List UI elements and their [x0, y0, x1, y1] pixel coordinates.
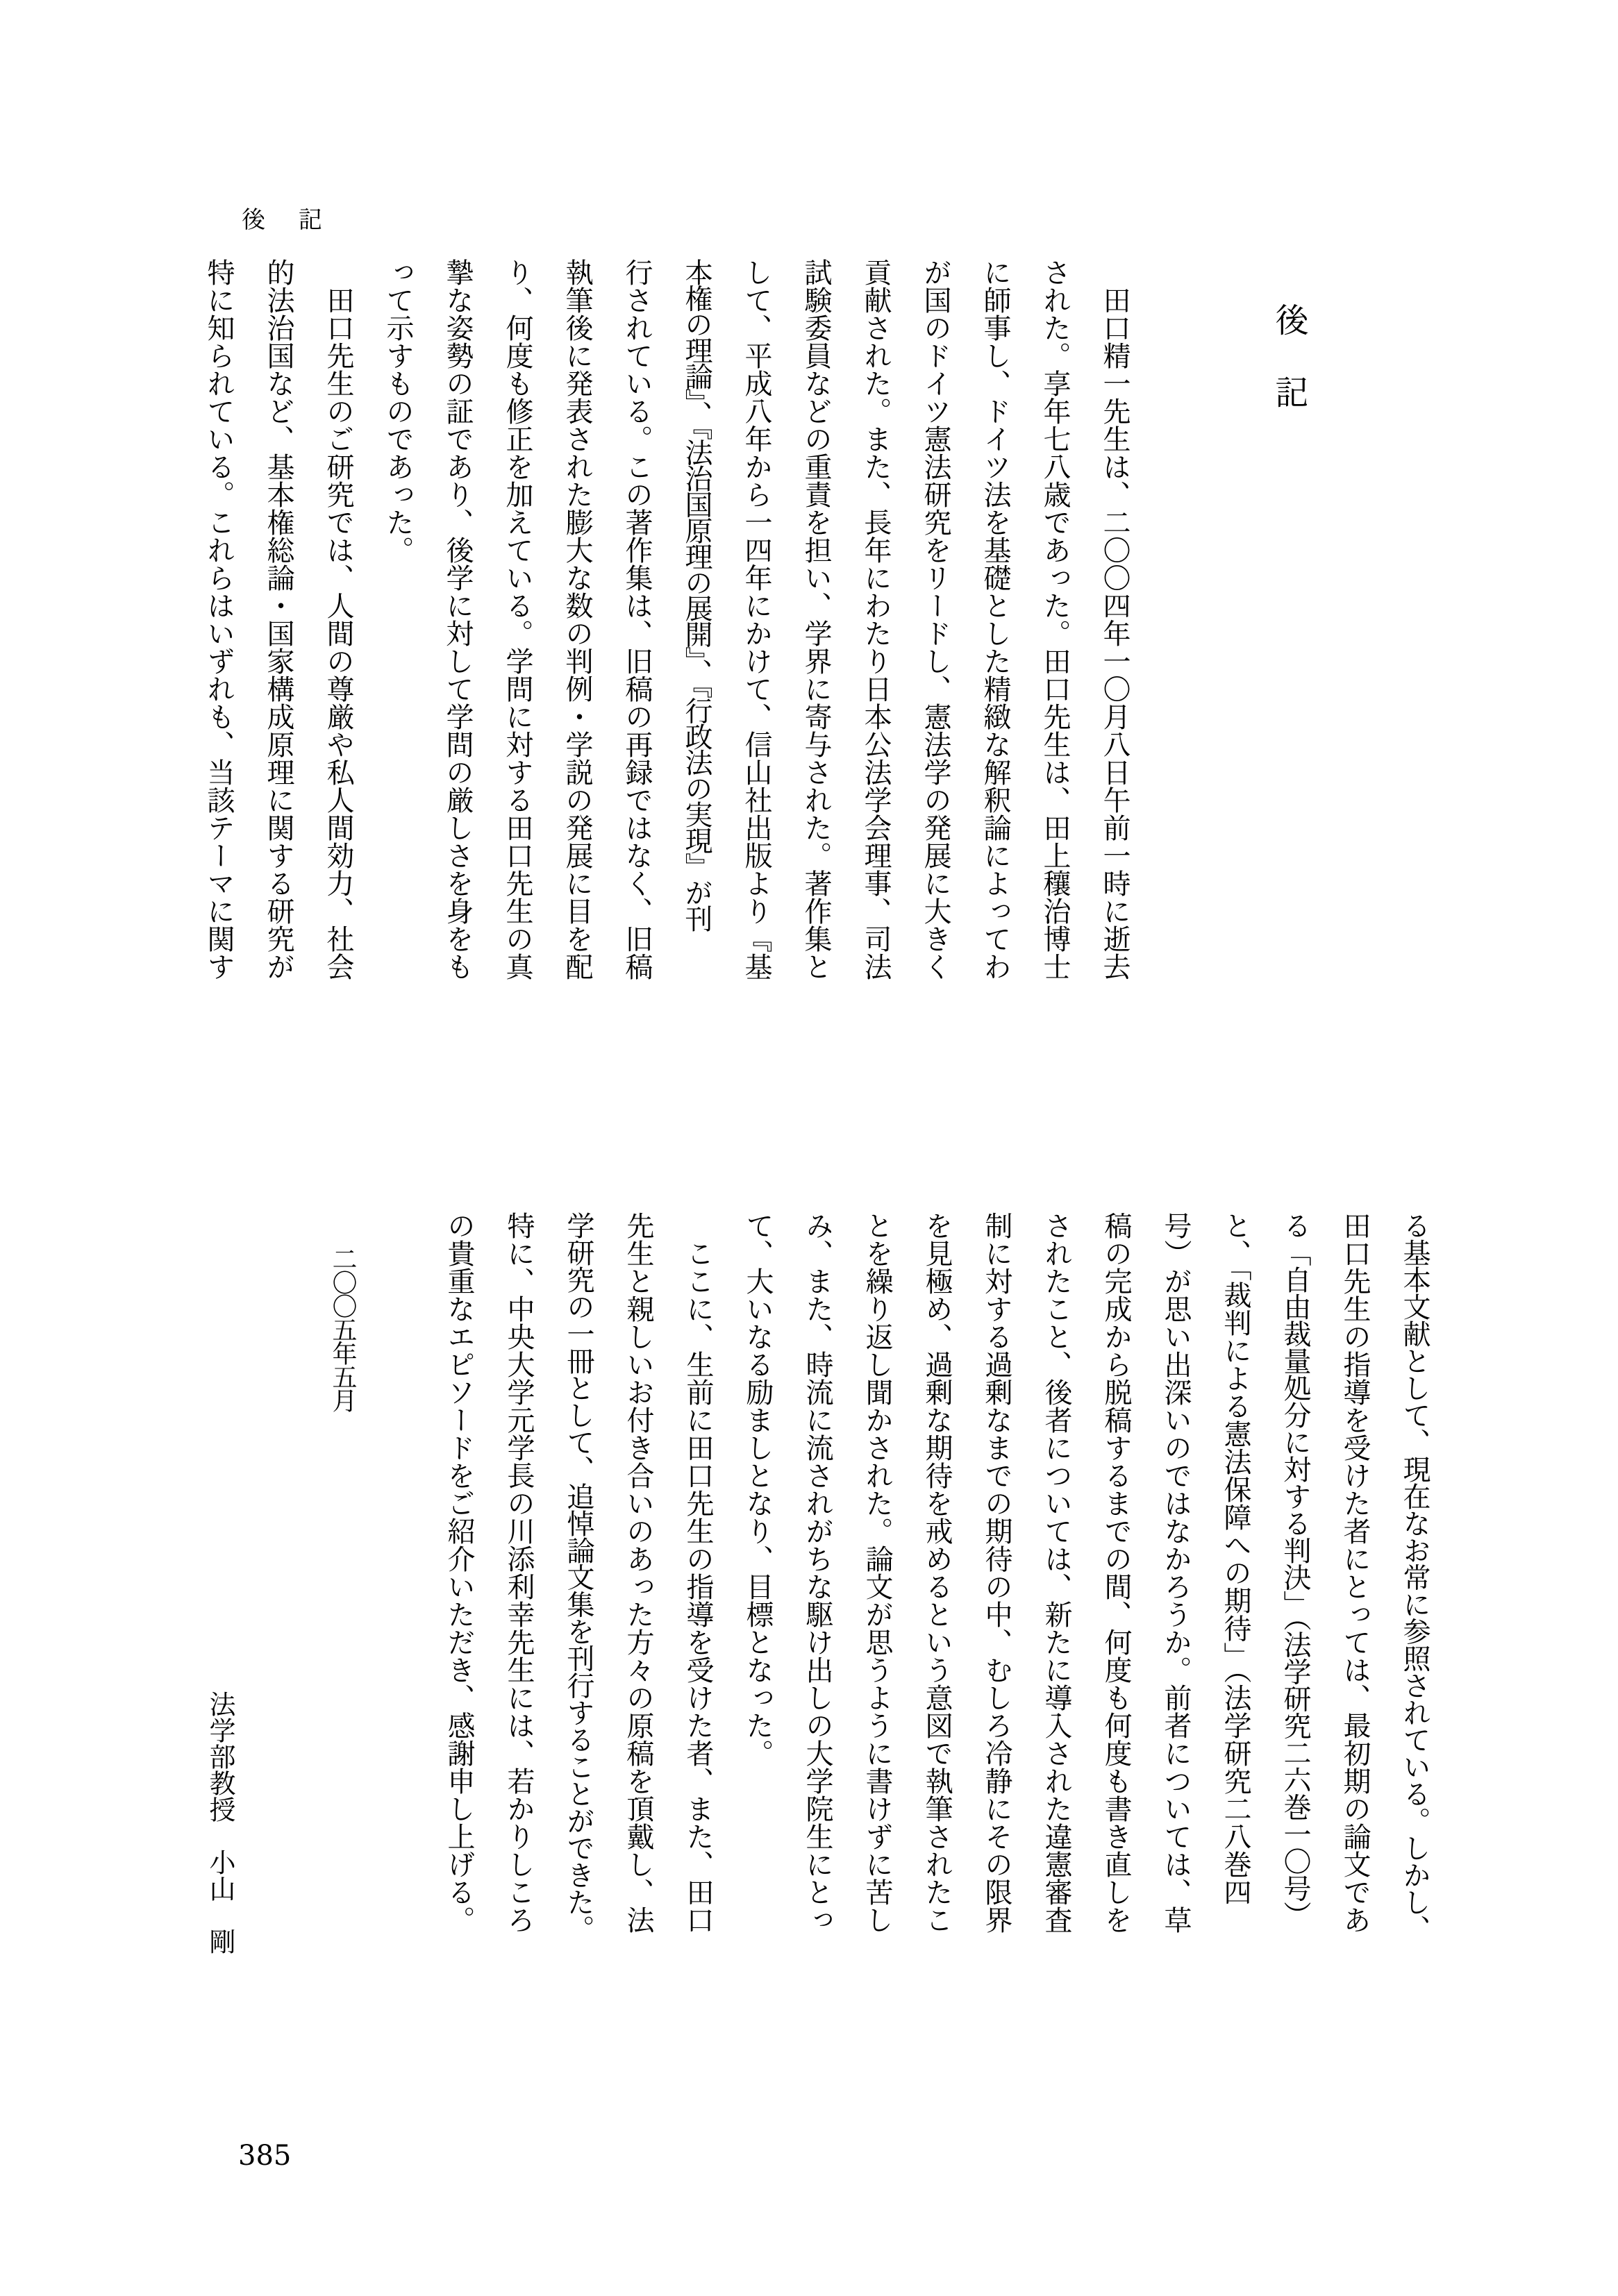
afterword-upper-block: [189, 258, 1144, 986]
upper-text-column-4: が国のドイツ憲法研究をリードし、憲法学の発展に大きく: [919, 258, 951, 980]
lower-text-column-2: 田口先生の指導を受けた者にとっては、最初期の論文であ: [1339, 1212, 1371, 1934]
author-signature: 法学部教授 小山 剛: [205, 1691, 235, 1954]
upper-text-column-14: 田口先生のご研究では、人間の尊厳や私人間効力、社会: [322, 258, 354, 980]
upper-text-column-8: 本権の理論』、『法治国原理の展開』、『行政法の実現』が刊: [681, 258, 712, 931]
upper-text-column-7: して、平成八年から一四年にかけて、信山社出版より『基: [740, 258, 772, 980]
lower-text-column-3: る「自由裁量処分に対する判決」（法学研究二六巻一〇号）: [1279, 1212, 1311, 1929]
lower-text-column-15: 学研究の一冊として、追悼論文集を刊行することができた。: [562, 1212, 594, 1942]
lower-text-column-10: とを繰り返し聞かされた。論文が思うように書けずに苦し: [861, 1212, 893, 1934]
page-title: 後 記: [1269, 303, 1308, 411]
upper-text-column-9: 行されている。この著作集は、旧稿の再録ではなく、旧稿: [621, 258, 653, 980]
lower-text-column-13: ここに、生前に田口先生の指導を受けた者、また、田口: [682, 1212, 714, 1934]
upper-text-column-12: 摯な姿勢の証であり、後学に対して学問の厳しさを身をも: [442, 258, 474, 980]
lower-text-column-17: の貴重なエピソードをご紹介いただき、感謝申し上げる。: [443, 1212, 475, 1934]
upper-text-column-15: 的法治国など、基本権総論・国家構成原理に関する研究が: [262, 258, 294, 980]
lower-text-column-9: を見極め、過剰な期待を戒めるという意図で執筆されたこ: [921, 1212, 953, 1934]
upper-text-column-13: って示すものであった。: [382, 258, 414, 564]
upper-text-column-6: 試験委員などの重責を担い、学界に寄与された。著作集と: [800, 258, 832, 980]
lower-text-column-8: 制に対する過剰なまでの期待の中、むしろ冷静にその限界: [981, 1212, 1012, 1934]
upper-text-column-11: り、何度も修正を加えている。学問に対する田口先生の真: [501, 258, 533, 980]
upper-text-column-2: された。享年七八歳であった。田口先生は、田上穰治博士: [1039, 258, 1071, 980]
lower-text-column-7: されたこと、後者については、新たに導入された違憲審査: [1040, 1212, 1072, 1934]
upper-text-column-1: 田口精一先生は、二〇〇四年一〇月八日午前一時に逝去: [1099, 258, 1131, 980]
lower-text-column-16: 特に、中央大学元学長の川添利幸先生には、若かりしころ: [503, 1212, 535, 1934]
lower-text-column-12: て、大いなる励ましとなり、目標となった。: [742, 1212, 774, 1767]
lower-text-column-5: 号）が思い出深いのではなかろうか。前者については、草: [1160, 1212, 1192, 1934]
lower-text-column-11: み、また、時流に流されがちな駆け出しの大学院生にとっ: [801, 1212, 833, 1934]
lower-text-column-1: る基本文献として、現在なお常に参照されている。しかし、: [1399, 1212, 1431, 1942]
lower-text-column-6: 稿の完成から脱稿するまでの間、何度も何度も書き直しを: [1100, 1212, 1132, 1934]
upper-text-column-5: 貢献された。また、長年にわたり日本公法学会理事、司法: [860, 258, 892, 980]
page-number: 385: [238, 2140, 292, 2172]
upper-text-column-16: 特に知られている。これらはいずれも、当該テーマに関す: [203, 258, 235, 980]
afterword-lower-block: [429, 1212, 1444, 1942]
date: 二〇〇五年五月: [328, 1246, 357, 1411]
running-header: 後 記: [242, 206, 327, 234]
lower-text-column-14: 先生と親しいお付き合いのあった方々の原稿を頂戴し、法: [622, 1212, 654, 1934]
lower-text-column-4: と、「裁判による憲法保障への期待」（法学研究二八巻四: [1219, 1212, 1251, 1906]
upper-text-column-3: に師事し、ドイツ法を基礎とした精緻な解釈論によってわ: [979, 258, 1011, 980]
upper-text-column-10: 執筆後に発表された膨大な数の判例・学説の発展に目を配: [561, 258, 593, 980]
